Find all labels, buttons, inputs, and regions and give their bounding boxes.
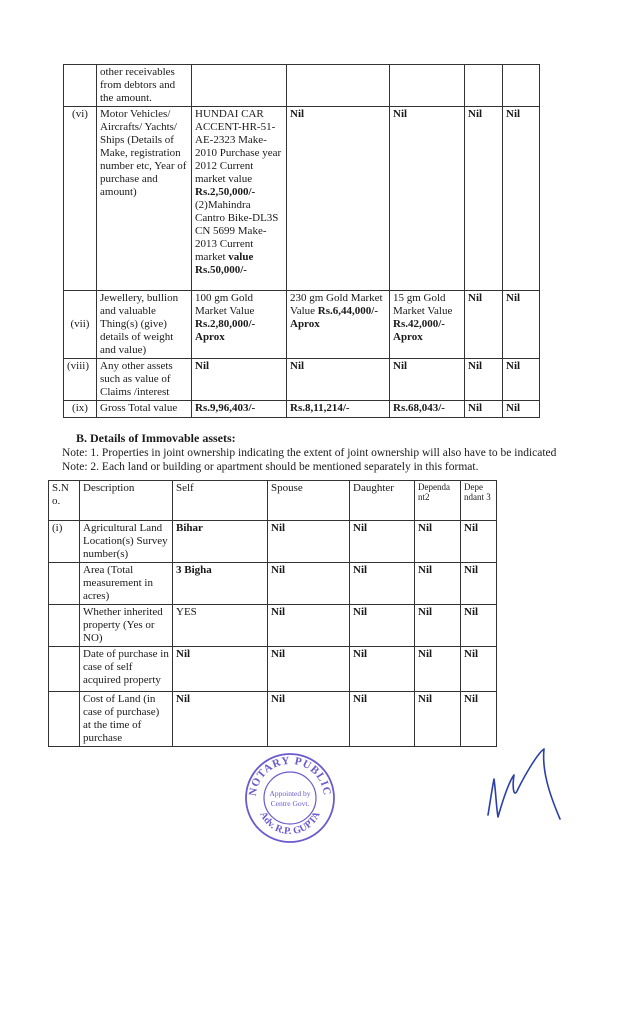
sno-cell: (viii) bbox=[64, 359, 97, 401]
daughter-cell bbox=[390, 291, 465, 359]
dependant2-cell: Nil bbox=[415, 692, 461, 747]
sno-cell bbox=[49, 563, 80, 605]
dependant2-cell: Nil bbox=[415, 521, 461, 563]
description-cell: Whether inherited property (Yes or NO) bbox=[80, 605, 173, 647]
vehicle-details: HUNDAI CAR ACCENT-HR-51-AE-2323 Make-2010 Purchase year 2012 Current market value bbox=[195, 108, 282, 185]
description-cell: Cost of Land (in case of purchase) at the time of purchase bbox=[80, 692, 173, 747]
self-cell: YES bbox=[173, 605, 268, 647]
dependant2-cell: Nil bbox=[415, 605, 461, 647]
table-row bbox=[49, 605, 497, 647]
spouse-cell: Nil bbox=[268, 563, 350, 605]
description-cell: other receivables from debtors and the amount. bbox=[97, 65, 192, 107]
daughter-cell: Nil bbox=[350, 605, 415, 647]
description-cell: Any other assets such as value of Claims /interest bbox=[97, 359, 192, 401]
note-1: Note: 1. Properties in joint ownership indicating the extent of joint ownership will also have to be indicated bbox=[62, 447, 557, 459]
spouse-cell: Nil bbox=[287, 359, 390, 401]
svg-text:Adv. R.P. GUPTA bbox=[257, 809, 323, 837]
jewellery-value: Rs.6,44,000/- Aprox bbox=[290, 305, 378, 330]
dependant2-cell: Nil bbox=[465, 401, 503, 418]
dependant2-cell: Nil bbox=[465, 291, 503, 359]
table-row bbox=[64, 401, 540, 418]
description-cell: Date of purchase in case of self acquired property bbox=[80, 647, 173, 692]
table-row bbox=[64, 291, 540, 359]
dependant3-cell: Nil bbox=[461, 692, 497, 747]
spouse-cell: Nil bbox=[268, 605, 350, 647]
daughter-cell: Nil bbox=[390, 107, 465, 291]
dependant3-cell: Nil bbox=[461, 563, 497, 605]
spouse-cell bbox=[287, 291, 390, 359]
table-row bbox=[64, 107, 540, 291]
self-cell: Nil bbox=[192, 359, 287, 401]
note-2: Note: 2. Each land or building or apartment should be mentioned separately in this format. bbox=[62, 461, 479, 473]
self-cell: 3 Bigha bbox=[173, 563, 268, 605]
self-cell bbox=[192, 65, 287, 107]
stamp-bottom-text: Adv. R.P. GUPTA bbox=[257, 810, 323, 838]
dependant3-cell: Nil bbox=[461, 647, 497, 692]
daughter-cell: Nil bbox=[390, 359, 465, 401]
spouse-cell: Nil bbox=[268, 521, 350, 563]
sno-cell bbox=[64, 65, 97, 107]
sno-cell: (ix) bbox=[64, 401, 97, 418]
movable-assets-table bbox=[63, 64, 540, 418]
spouse-cell: Nil bbox=[287, 107, 390, 291]
dependant2-cell: Nil bbox=[415, 647, 461, 692]
dependant3-cell: Nil bbox=[503, 359, 540, 401]
dependant3-cell: Nil bbox=[503, 107, 540, 291]
daughter-cell: Nil bbox=[350, 647, 415, 692]
stamp-center-line1: Appointed by bbox=[269, 789, 311, 798]
self-cell: Nil bbox=[173, 647, 268, 692]
sno-cell: (vi) bbox=[64, 107, 97, 291]
jewellery-value: Rs.42,000/- Aprox bbox=[393, 318, 445, 343]
daughter-cell: Nil bbox=[350, 692, 415, 747]
jewellery-value: Rs.2,80,000/- Aprox bbox=[195, 318, 256, 343]
self-cell: Rs.9,96,403/- bbox=[192, 401, 287, 418]
sno-cell: (vii) bbox=[64, 291, 97, 359]
immovable-assets-table bbox=[48, 480, 497, 747]
sno-cell bbox=[49, 647, 80, 692]
stamp-top-text: NOTARY PUBLIC bbox=[246, 754, 334, 797]
header-spouse: Spouse bbox=[268, 481, 350, 521]
description-cell: Agricultural Land Location(s) Survey number(s) bbox=[80, 521, 173, 563]
description-cell: Jewellery, bullion and valuable Thing(s) (give) details of weight and value) bbox=[97, 291, 192, 359]
dependant2-cell bbox=[465, 65, 503, 107]
table-row bbox=[49, 521, 497, 563]
sno-cell bbox=[49, 692, 80, 747]
spouse-cell: Rs.8,11,214/- bbox=[287, 401, 390, 418]
daughter-cell bbox=[390, 65, 465, 107]
notary-stamp bbox=[244, 752, 336, 844]
dependant3-cell: Nil bbox=[503, 291, 540, 359]
vehicle-value: Rs.2,50,000/- bbox=[195, 186, 256, 198]
table-row bbox=[49, 563, 497, 605]
dependant3-cell: Nil bbox=[461, 605, 497, 647]
stamp-center-line2: Centre Govt. bbox=[270, 799, 310, 808]
description-cell: Motor Vehicles/ Aircrafts/ Yachts/ Ships (Details of Make, registration number etc, Year of purchase and amount) bbox=[97, 107, 192, 291]
section-title: B. Details of Immovable assets: bbox=[76, 431, 236, 445]
self-cell: Bihar bbox=[173, 521, 268, 563]
dependant3-cell: Nil bbox=[461, 521, 497, 563]
sno-cell: (i) bbox=[49, 521, 80, 563]
table-row bbox=[49, 692, 497, 747]
sno-cell bbox=[49, 605, 80, 647]
dependant2-cell: Nil bbox=[465, 107, 503, 291]
dependant3-cell bbox=[503, 65, 540, 107]
table-row bbox=[64, 359, 540, 401]
daughter-cell: Nil bbox=[350, 563, 415, 605]
table-row bbox=[64, 65, 540, 107]
description-cell: Gross Total value bbox=[97, 401, 192, 418]
bike-details: (2)Mahindra Cantro Bike-DL3S CN 5699 Make-2013 Current market bbox=[195, 199, 279, 263]
self-cell: Nil bbox=[173, 692, 268, 747]
spouse-cell bbox=[287, 65, 390, 107]
header-daughter: Daughter bbox=[350, 481, 415, 521]
header-dependant3: Depe ndant 3 bbox=[461, 481, 497, 521]
dependant2-cell: Nil bbox=[465, 359, 503, 401]
jewellery-details: 230 gm Gold Market Value bbox=[290, 292, 383, 317]
table-header-row bbox=[49, 481, 497, 521]
dependant2-cell: Nil bbox=[415, 563, 461, 605]
jewellery-details: 15 gm Gold Market Value bbox=[393, 292, 453, 317]
header-description: Description bbox=[80, 481, 173, 521]
dependant3-cell: Nil bbox=[503, 401, 540, 418]
spouse-cell: Nil bbox=[268, 647, 350, 692]
jewellery-details: 100 gm Gold Market Value bbox=[195, 292, 255, 317]
header-self: Self bbox=[173, 481, 268, 521]
table-row bbox=[49, 647, 497, 692]
self-cell bbox=[192, 291, 287, 359]
description-cell: Area (Total measurement in acres) bbox=[80, 563, 173, 605]
header-sno: S.N o. bbox=[49, 481, 80, 521]
spouse-cell: Nil bbox=[268, 692, 350, 747]
daughter-cell: Rs.68,043/- bbox=[390, 401, 465, 418]
signature bbox=[482, 745, 566, 831]
self-cell bbox=[192, 107, 287, 291]
daughter-cell: Nil bbox=[350, 521, 415, 563]
header-dependant2: Dependa nt2 bbox=[415, 481, 461, 521]
bike-value: value Rs.50,000/- bbox=[195, 251, 254, 276]
